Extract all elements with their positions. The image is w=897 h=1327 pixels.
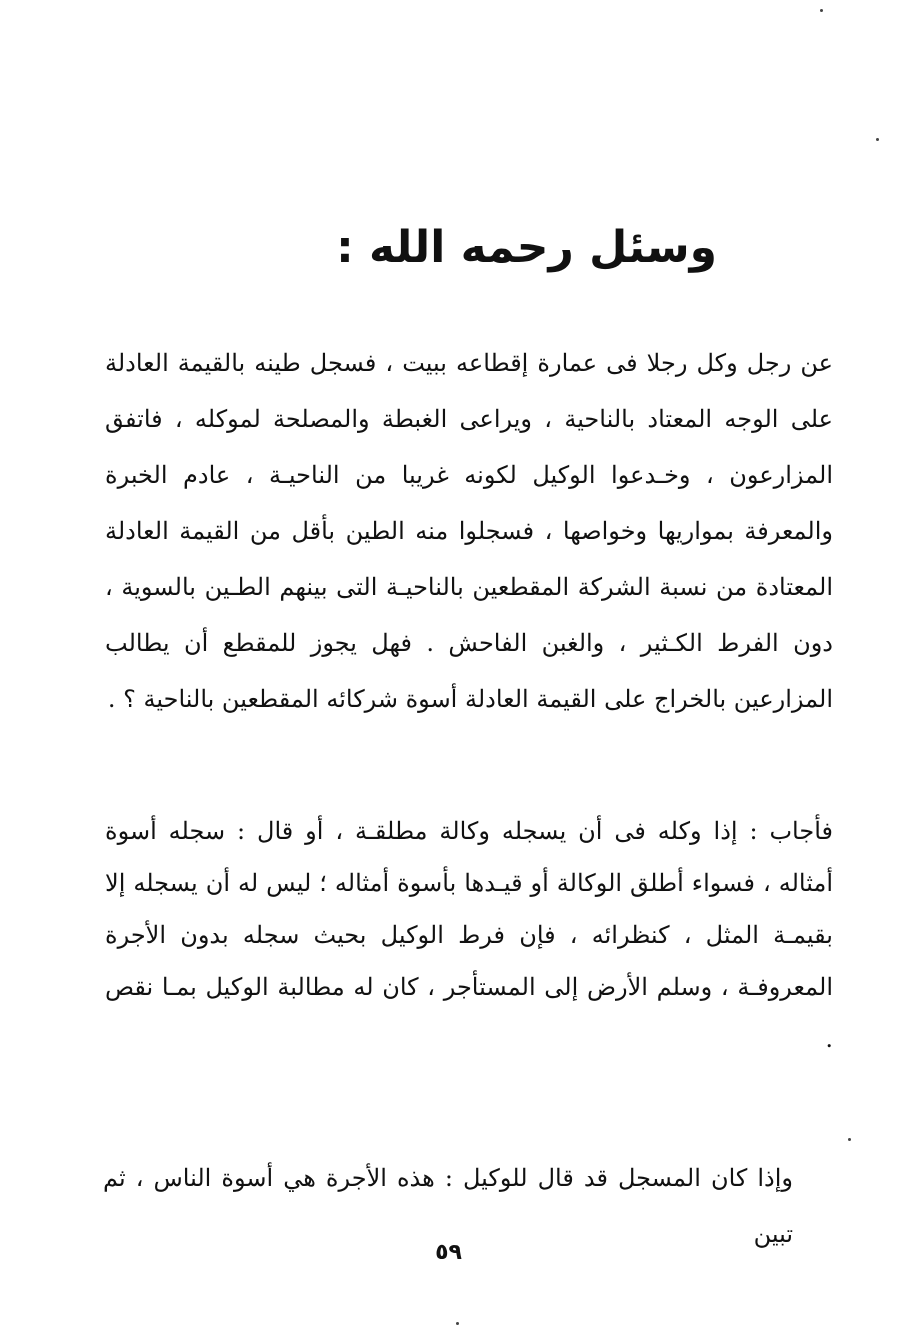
scan-speck	[820, 9, 823, 12]
question-paragraph: عن رجل وكل رجلا فى عمارة إقطاعه ببيت ، فسجل طينه بالقيمة العادلة على الوجه المعتاد بالناحية ، ويراعى الغبطة والمصلحة لموكله ، فاتفق المزارعون ، وخـدعوا الوكيل لكونه غريبا من الناحيـة ، عادم الخبرة والمعرفة بمواريها وخواصها ، فسجلوا منه الطين بأقل من القيمة العادلة المعتادة من نسبة الشركة المقطعين بالناحيـة التى بينهم الطـين بالسوية ، دون الفرط الكـثير ، والغبن الفاحش . فهل يجوز للمقطع أن يطالب المزارعين بالخراج على القيمة العادلة أسوة شركائه المقطعين بالناحية ؟ .	[105, 349, 833, 713]
scan-speck	[848, 1138, 851, 1141]
question-block	[105, 335, 833, 727]
scan-speck	[876, 138, 879, 141]
answer-block	[105, 805, 833, 1065]
answer-paragraph: فأجاب : إذا وكله فى أن يسجله وكالة مطلقـة ، أو قال : سجله أسوة أمثاله ، فسواء أطلق الوكالة أو قيـدها بأسوة أمثاله ؛ ليس له أن يسجله إلا بقيمـة المثل ، كنظرائه ، فإن فرط الوكيل بحيث سجله بدون الأجرة المعروفـة ، وسلم الأرض إلى المستأجر ، كان له مطالبة الوكيل بمـا نقص .	[105, 817, 833, 1053]
page-number: ٥٩	[435, 1240, 462, 1265]
section-heading: وسئل رحمه الله :	[336, 222, 717, 273]
continuation-line: وإذا كان المسجل قد قال للوكيل : هذه الأجرة هي أسوة الناس ، ثم تبين	[103, 1164, 793, 1248]
scan-speck	[456, 1322, 459, 1325]
